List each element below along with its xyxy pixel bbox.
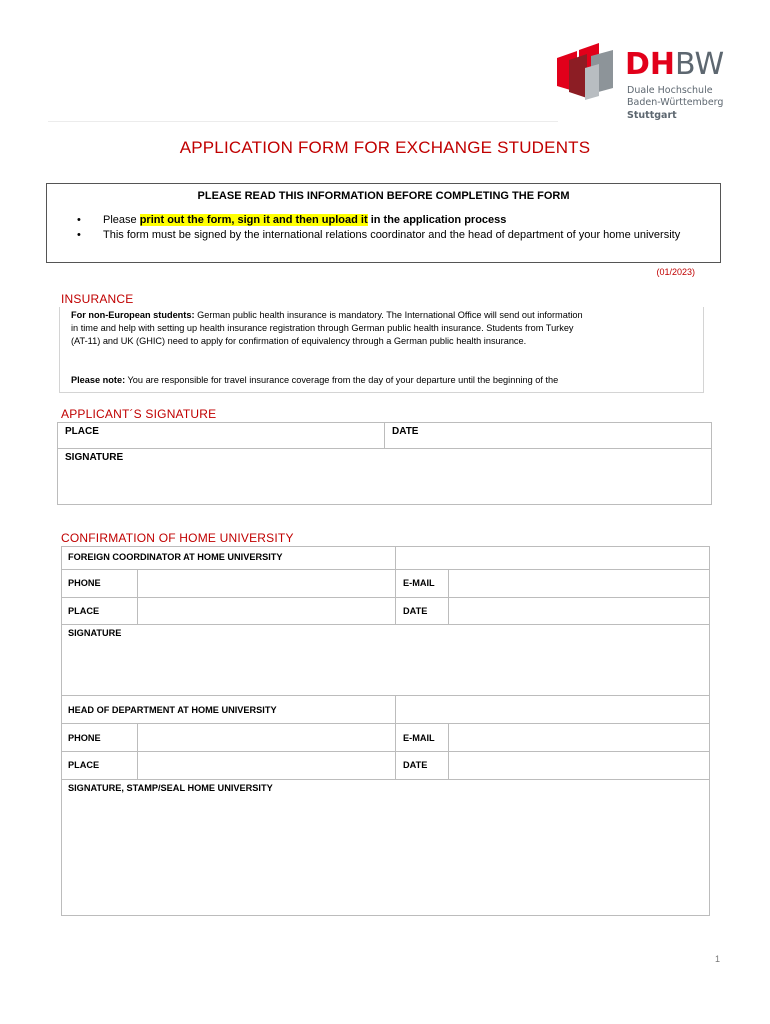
applicant-date-field[interactable] (384, 422, 712, 449)
date-label-cell (395, 597, 449, 625)
place-label: PLACE (65, 426, 99, 437)
head-signature-stamp-field[interactable] (61, 779, 710, 916)
email-label-cell (395, 569, 449, 598)
page-number: 1 (715, 954, 721, 964)
phone-label: PHONE (68, 578, 101, 588)
signature-label: SIGNATURE (65, 452, 124, 463)
signature-stamp-label: SIGNATURE, STAMP/SEAL HOME UNIVERSITY (68, 783, 273, 793)
applicant-section-title: APPLICANT´S SIGNATURE (61, 407, 217, 421)
coordinator-phone-field[interactable] (137, 569, 396, 598)
date-label: DATE (403, 606, 428, 616)
place-label: PLACE (68, 760, 100, 770)
coordinator-signature-field[interactable] (61, 624, 710, 696)
phone-label-cell-2 (61, 723, 138, 752)
highlighted-instruction: print out the form, sign it and then upload it (139, 214, 368, 226)
place-label-cell (61, 597, 138, 625)
head-name-field[interactable] (395, 695, 710, 724)
logo-wordmark: DHBW (625, 47, 725, 82)
insurance-section-title: INSURANCE (61, 292, 134, 306)
coordinator-date-field[interactable] (448, 597, 710, 625)
coordinator-email-field[interactable] (448, 569, 710, 598)
header-divider (48, 121, 558, 122)
head-email-field[interactable] (448, 723, 710, 752)
email-label: E-MAIL (403, 733, 435, 743)
coordinator-place-field[interactable] (137, 597, 396, 625)
page-title: APPLICATION FORM FOR EXCHANGE STUDENTS (179, 138, 591, 157)
bullet-icon: • (77, 214, 81, 226)
bullet-icon: • (77, 229, 81, 241)
info-box: PLEASE READ THIS INFORMATION BEFORE COMPLETING THE FORM • Please print out the form, sign it and then upload it in the application process • This form must be signed by the international relations coordinator and the head of department of your home university (46, 183, 721, 263)
insurance-line-3: (AT-11) and UK (GHIC) need to apply for confirmation of equivalency through a German public health insurance. (71, 336, 527, 346)
insurance-line-4: Please note: You are responsible for travel insurance coverage from the day of your departure until the beginning of the (71, 375, 559, 385)
logo-line-3: Stuttgart (627, 110, 677, 121)
confirmation-section-title: CONFIRMATION OF HOME UNIVERSITY (61, 531, 294, 545)
date-label: DATE (392, 426, 419, 437)
email-label-cell-2 (395, 723, 449, 752)
phone-label-cell (61, 569, 138, 598)
head-name-label-cell (61, 695, 396, 724)
head-of-department-label: HEAD OF DEPARTMENT AT HOME UNIVERSITY (68, 705, 277, 715)
applicant-place-field[interactable] (57, 422, 385, 449)
head-place-field[interactable] (137, 751, 396, 780)
coordinator-name-label-cell (61, 546, 396, 570)
insurance-box (59, 307, 704, 393)
place-label: PLACE (68, 606, 100, 616)
dhbw-logo-mark-icon (555, 42, 617, 100)
coordinator-name-field[interactable] (395, 546, 710, 570)
coordinator-label: FOREIGN COORDINATOR AT HOME UNIVERSITY (68, 552, 283, 562)
head-date-field[interactable] (448, 751, 710, 780)
info-heading: PLEASE READ THIS INFORMATION BEFORE COMPLETING THE FORM (197, 190, 570, 202)
logo-line-1: Duale Hochschule (627, 85, 713, 96)
signature-label: SIGNATURE (68, 628, 122, 638)
head-phone-field[interactable] (137, 723, 396, 752)
dhbw-logo (555, 42, 730, 122)
form-version: (01/2023) (656, 267, 695, 277)
phone-label: PHONE (68, 733, 101, 743)
place-label-cell-2 (61, 751, 138, 780)
date-label-cell-2 (395, 751, 449, 780)
date-label: DATE (403, 760, 428, 770)
insurance-line-1: For non-European students: German public health insurance is mandatory. The International Office will send out information (71, 310, 583, 320)
email-label: E-MAIL (403, 578, 435, 588)
logo-line-2: Baden-Württemberg (627, 97, 724, 108)
insurance-line-2: in time and help with setting up health insurance registration through German public health insurance. Students from Turkey (71, 323, 574, 333)
applicant-signature-field[interactable] (57, 448, 712, 505)
